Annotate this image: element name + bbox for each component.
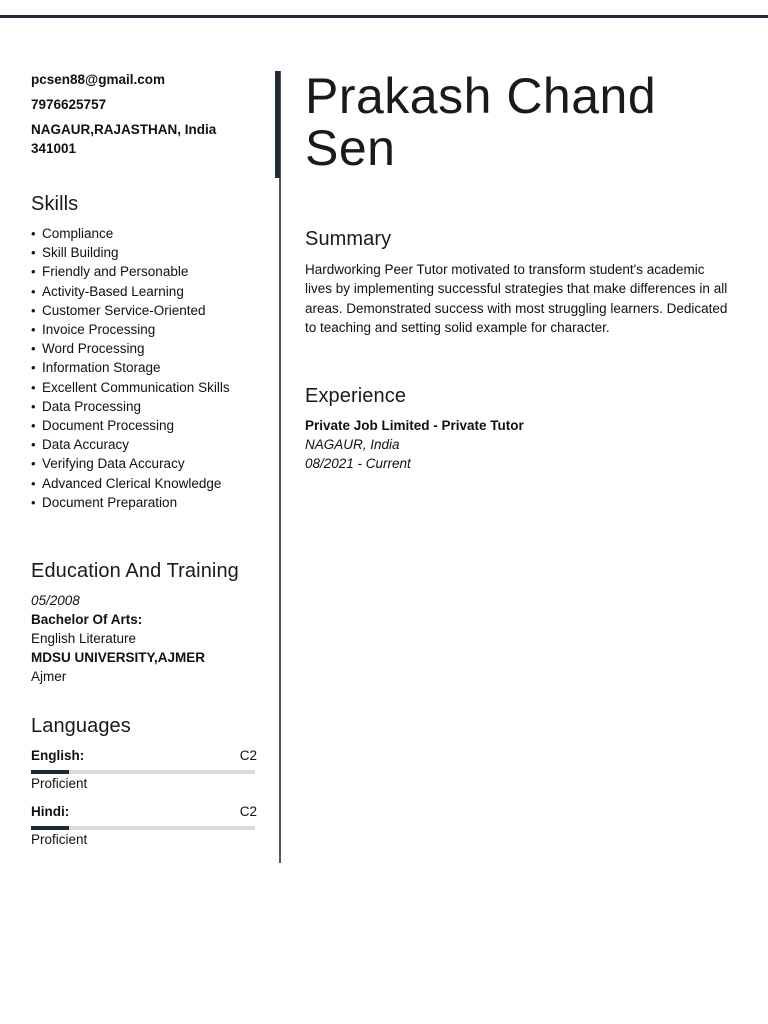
contact-email: pcsen88@gmail.com — [31, 72, 165, 87]
education-degree: Bachelor Of Arts: — [31, 612, 143, 627]
skill-item: • Document Preparation — [31, 493, 257, 512]
education-heading: Education And Training — [31, 560, 239, 582]
skill-item: • Customer Service-Oriented — [31, 301, 257, 320]
language-name: Hindi: — [31, 804, 70, 819]
skill-item: • Word Processing — [31, 339, 257, 358]
column-divider-accent — [275, 71, 280, 178]
candidate-name — [305, 70, 735, 174]
experience-heading: Experience — [305, 385, 407, 407]
skill-item: • Data Processing — [31, 397, 257, 416]
skill-item: • Information Storage — [31, 358, 257, 377]
experience-dates: 08/2021 - Current — [305, 456, 411, 472]
skill-item: • Excellent Communication Skills — [31, 378, 257, 397]
language-code: C2 — [239, 804, 257, 819]
experience-entry — [305, 416, 524, 474]
languages-heading: Languages — [31, 715, 131, 737]
summary-text: Hardworking Peer Tutor motivated to transform student's academic lives by implementing successful strategies that make differences in all areas. Demonstrated success with most struggling learners. Dedicated to teaching and setting solid example for character. — [305, 262, 728, 335]
candidate-name-line2: Sen — [305, 120, 396, 176]
language-level: Proficient — [31, 832, 88, 847]
skill-item: • Friendly and Personable — [31, 262, 257, 281]
skill-item: • Verifying Data Accuracy — [31, 454, 257, 473]
contact-address-line2: 341001 — [31, 141, 77, 156]
education-city: Ajmer — [31, 669, 67, 684]
column-divider — [279, 71, 281, 863]
language-proficiency-fill — [31, 826, 69, 830]
experience-location: NAGAUR, India — [305, 437, 400, 453]
education-entry — [31, 591, 257, 686]
education-date: 05/2008 — [31, 593, 80, 608]
summary-heading: Summary — [305, 228, 392, 250]
right-column — [305, 68, 735, 472]
skill-item: • Advanced Clerical Knowledge — [31, 474, 257, 493]
experience-role: Private Job Limited - Private Tutor — [305, 418, 524, 433]
education-field: English Literature — [31, 631, 137, 646]
language-level: Proficient — [31, 776, 88, 791]
skills-list — [31, 224, 257, 512]
language-name: English: — [31, 748, 85, 763]
contact-address — [31, 120, 257, 158]
language-entry-english — [31, 747, 257, 793]
language-proficiency-fill — [31, 770, 69, 774]
skills-heading: Skills — [31, 193, 79, 215]
language-proficiency-bar — [31, 770, 255, 774]
top-rule — [0, 15, 768, 18]
candidate-name-line1: Prakash Chand — [305, 68, 657, 124]
education-school: MDSU UNIVERSITY,AJMER — [31, 650, 206, 665]
skill-item: • Document Processing — [31, 416, 257, 435]
language-entry-hindi — [31, 803, 257, 849]
language-code: C2 — [239, 748, 257, 763]
skill-item: • Invoice Processing — [31, 320, 257, 339]
skill-item: • Activity-Based Learning — [31, 282, 257, 301]
skill-item: • Data Accuracy — [31, 435, 257, 454]
left-column — [31, 70, 257, 847]
skill-item: • Skill Building — [31, 243, 257, 262]
contact-phone: 7976625757 — [31, 97, 107, 112]
contact-address-line1: NAGAUR,RAJASTHAN, India — [31, 122, 217, 137]
skill-item: • Compliance — [31, 224, 257, 243]
language-proficiency-bar — [31, 826, 255, 830]
